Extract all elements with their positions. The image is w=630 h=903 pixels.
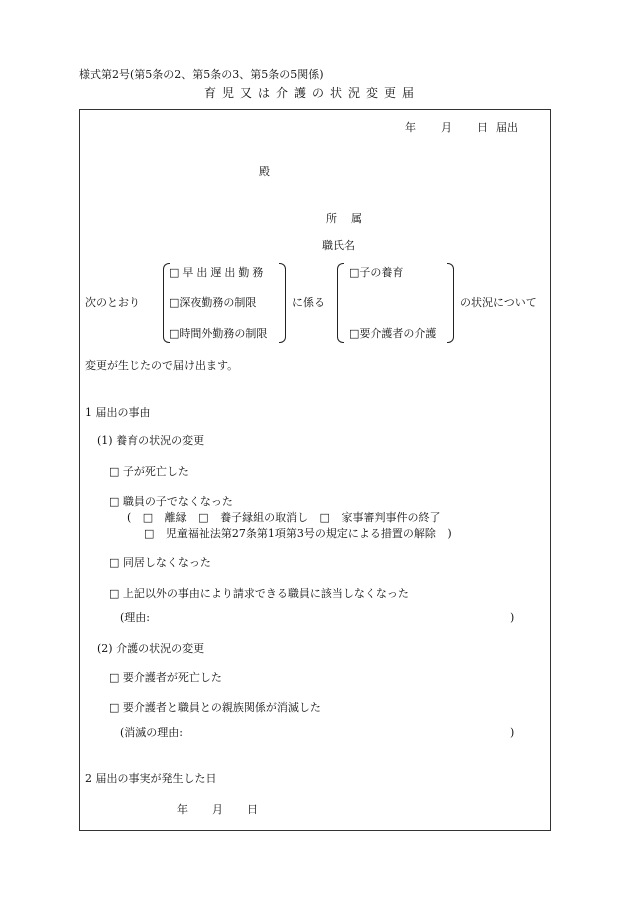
name-label: 職氏名 (322, 239, 355, 252)
intro-closing: 変更が生じたので届け出ます。 (85, 359, 239, 372)
reason-label: (理由: (120, 611, 150, 624)
option-overtime-limit: □時間外勤務の制限 (169, 327, 268, 340)
addressee-honorific: 殿 (259, 165, 270, 178)
item-not-child: □ 職員の子でなくなった (109, 495, 233, 508)
intro-suffix: の状況について (460, 296, 537, 309)
section2-heading: 2 届出の事実が発生した日 (85, 772, 217, 785)
submitted-label: 届出 (496, 121, 518, 134)
intro-connector: に係る (292, 296, 325, 309)
reason-close: ) (510, 611, 515, 624)
situation-child: □子の養育 (349, 266, 404, 279)
care-heading: (2) 介護の状況の変更 (97, 642, 205, 655)
date-day-label: 日 (477, 121, 488, 134)
item-other: □ 上記以外の事由により請求できる職員に該当しなくなった (109, 587, 409, 600)
form-title: 育児又は介護の状況変更届 (204, 86, 421, 100)
option-night-limit: □深夜勤務の制限 (169, 296, 257, 309)
section2-day: 日 (247, 803, 258, 816)
child-heading: (1) 養育の状況の変更 (97, 434, 205, 447)
section2-year: 年 (177, 803, 188, 816)
item-relation-ended: □ 要介護者と職員との親族関係が消滅した (109, 701, 321, 714)
section2-month: 月 (212, 803, 223, 816)
intro-prefix: 次のとおり (85, 296, 140, 309)
form-number: 様式第2号(第5条の2、第5条の3、第5条の5関係) (79, 68, 324, 81)
right-brace-open (337, 263, 344, 343)
left-brace-close (279, 263, 286, 343)
item-no-cohabit: □ 同居しなくなった (109, 556, 211, 569)
item-child-died: □ 子が死亡した (109, 465, 189, 478)
date-year-label: 年 (405, 121, 416, 134)
affiliation-label: 所属 (326, 212, 376, 225)
right-brace-close (447, 263, 454, 343)
item-care-died: □ 要介護者が死亡した (109, 671, 222, 684)
care-reason-label: (消滅の理由: (120, 726, 183, 739)
situation-care: □要介護者の介護 (349, 327, 437, 340)
date-month-label: 月 (441, 121, 452, 134)
care-reason-close: ) (510, 726, 515, 739)
item-sub-line1: ( □ 離縁 □ 養子縁組の取消し □ 家事審判事件の終了 (127, 511, 441, 524)
option-early-late: □早出遅出勤務 (169, 266, 267, 279)
item-sub-line2: □ 児童福祉法第27条第1項第3号の規定による措置の解除 ) (144, 527, 452, 540)
section1-heading: 1 届出の事由 (85, 406, 151, 419)
